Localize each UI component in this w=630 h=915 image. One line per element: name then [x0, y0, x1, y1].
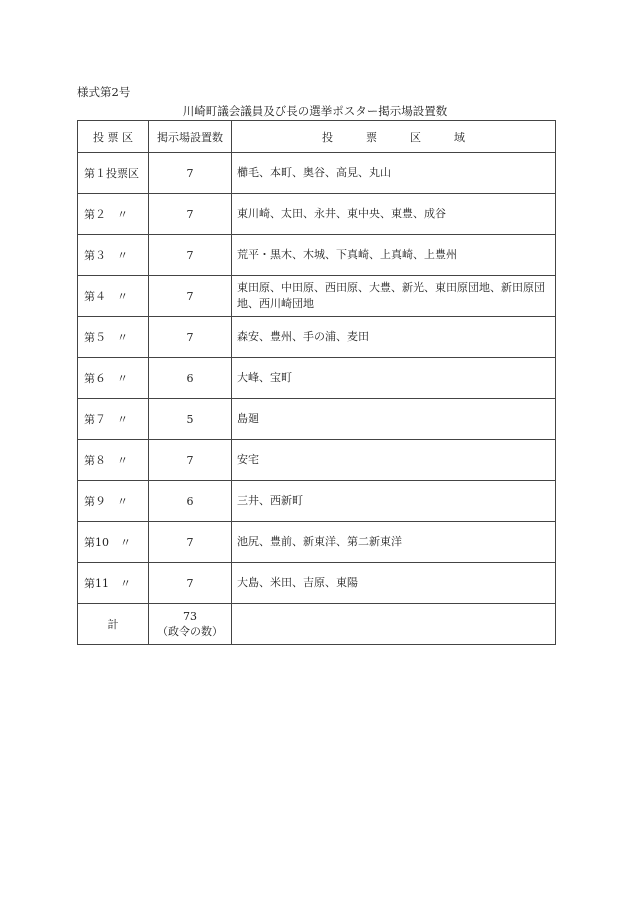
total-label: 計 — [78, 604, 149, 645]
district-cell: 第９ 〃 — [78, 481, 149, 522]
total-count-cell — [149, 604, 232, 645]
district-cell: 第８ 〃 — [78, 440, 149, 481]
areas-cell: 大島、米田、吉原、東陽 — [232, 563, 556, 604]
count-cell: 7 — [149, 153, 232, 194]
count-cell: 7 — [149, 194, 232, 235]
district-cell: 第５ 〃 — [78, 317, 149, 358]
total-count: 73 — [183, 609, 197, 623]
total-areas-cell — [232, 604, 556, 645]
table-row — [78, 317, 556, 358]
count-cell: 6 — [149, 358, 232, 399]
header-count: 掲示場設置数 — [149, 121, 232, 153]
count-cell: 7 — [149, 522, 232, 563]
areas-cell: 大峰、宝町 — [232, 358, 556, 399]
district-cell: 第７ 〃 — [78, 399, 149, 440]
district-cell: 第２ 〃 — [78, 194, 149, 235]
district-cell: 第１投票区 — [78, 153, 149, 194]
count-cell: 7 — [149, 276, 232, 317]
areas-cell: 荒平・黒木、木城、下真崎、上真崎、上豊州 — [232, 235, 556, 276]
table-row — [78, 522, 556, 563]
count-cell: 7 — [149, 440, 232, 481]
table-row — [78, 358, 556, 399]
district-cell: 第11 〃 — [78, 563, 149, 604]
count-cell: 7 — [149, 235, 232, 276]
table-row — [78, 399, 556, 440]
count-cell: 6 — [149, 481, 232, 522]
areas-cell: 東川崎、太田、永井、東中央、東豊、成谷 — [232, 194, 556, 235]
areas-cell: 東田原、中田原、西田原、大豊、新光、東田原団地、新田原団地、西川崎団地 — [232, 276, 556, 317]
areas-cell: 池尻、豊前、新東洋、第二新東洋 — [232, 522, 556, 563]
table-row — [78, 235, 556, 276]
count-cell: 7 — [149, 317, 232, 358]
form-number: 様式第2号 — [77, 85, 131, 99]
areas-cell: 島廻 — [232, 399, 556, 440]
table-row — [78, 276, 556, 317]
district-cell: 第３ 〃 — [78, 235, 149, 276]
table-row — [78, 563, 556, 604]
areas-cell: 三井、西新町 — [232, 481, 556, 522]
areas-cell: 櫛毛、本町、奥谷、高見、丸山 — [232, 153, 556, 194]
table-row — [78, 153, 556, 194]
district-cell: 第４ 〃 — [78, 276, 149, 317]
total-row — [78, 604, 556, 645]
district-cell: 第10 〃 — [78, 522, 149, 563]
district-cell: 第６ 〃 — [78, 358, 149, 399]
count-cell: 7 — [149, 563, 232, 604]
poster-board-table — [77, 120, 556, 645]
count-cell: 5 — [149, 399, 232, 440]
table-row — [78, 440, 556, 481]
table-row — [78, 194, 556, 235]
table-row — [78, 481, 556, 522]
document-title: 川崎町議会議員及び長の選挙ポスター掲示場設置数 — [182, 104, 448, 118]
total-note: （政令の数） — [157, 624, 223, 638]
header-row — [78, 121, 556, 153]
header-district: 投 票 区 — [78, 121, 149, 153]
areas-cell: 安宅 — [232, 440, 556, 481]
header-area: 投 票 区 域 — [232, 121, 556, 153]
areas-cell: 森安、豊州、手の浦、麦田 — [232, 317, 556, 358]
